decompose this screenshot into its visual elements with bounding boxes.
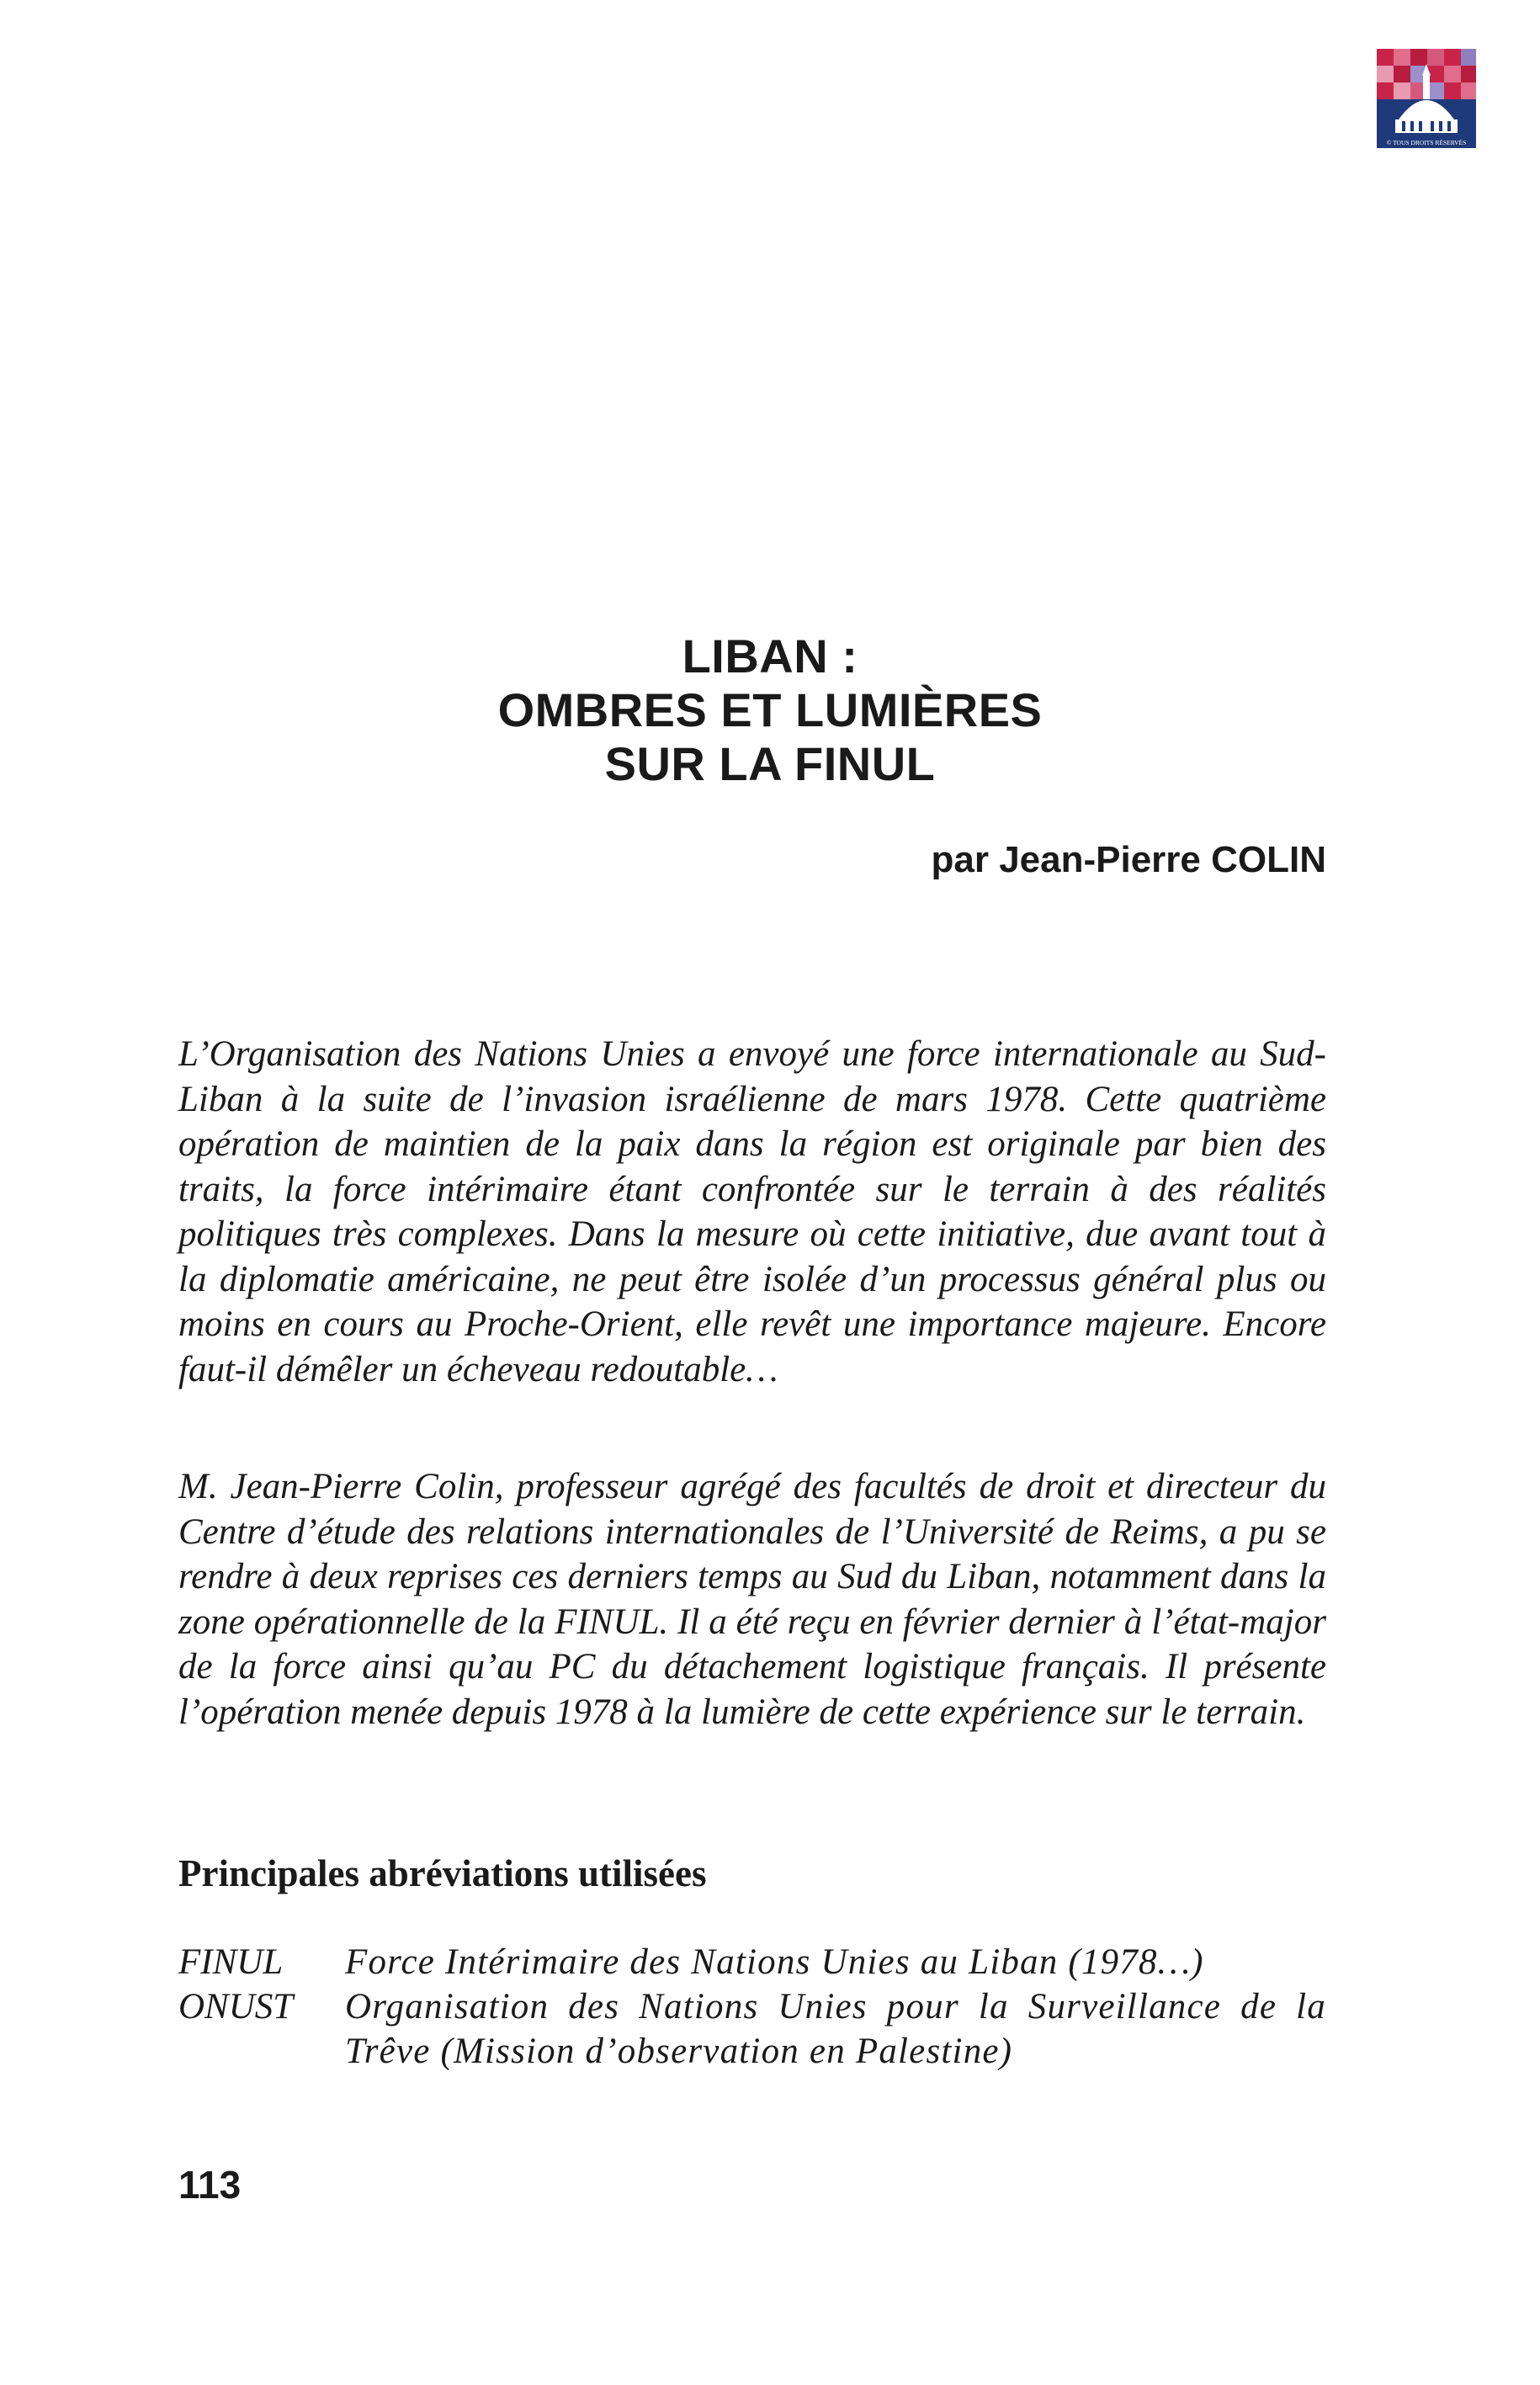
publisher-building-logo-icon	[1377, 49, 1476, 148]
abstract-paragraph-2: M. Jean-Pierre Colin, professeur agrégé des facultés de droit et directeur du Centre d’étude des relations internationales de l’Université de Reims, a pu se rendre à deux reprises ces derniers temps au Sud du Liban, notamment dans la zone opérationnelle de la FINUL. Il a été reçu en février dernier à l’état-major de la force ainsi qu’au PC du détachement logistique français. Il présente l’opération menée depuis 1978 à la lumière de cette expérience sur le terrain.	[178, 1467, 1326, 1732]
abbreviation-row	[178, 1984, 1326, 2074]
abbreviation-definition: Force Intérimaire des Nations Unies au Liban (1978…)	[345, 1942, 1204, 1982]
title-line-3: SUR LA FINUL	[604, 737, 936, 790]
abbreviations-heading: Principales abréviations utilisées	[178, 1852, 707, 1894]
abbreviation-term: ONUST	[178, 1987, 294, 2026]
title-line-1: LIBAN :	[682, 629, 858, 683]
abbreviation-row	[178, 1940, 1326, 1984]
article-title	[0, 629, 1540, 791]
logo-caption: © TOUS DROITS RÉSERVÉS	[1386, 139, 1467, 146]
abbreviation-term: FINUL	[178, 1942, 284, 1982]
abbreviations-list	[178, 1940, 1326, 2074]
title-line-2: OMBRES ET LUMIÈRES	[497, 683, 1043, 736]
abbreviation-definition: Organisation des Nations Unies pour la Surveillance de la Trêve (Mission d’observation en Palestine)	[345, 1987, 1326, 2071]
article-author: par Jean-Pierre COLIN	[931, 839, 1326, 880]
page-number: 113	[178, 2163, 242, 2207]
abstract-paragraph-1: L’Organisation des Nations Unies a envoyé une force internationale au Sud-Liban à la suite de l’invasion israélienne de mars 1978. Cette quatrième opération de maintien de la paix dans la région est originale par bien des traits, la force intérimaire étant confrontée sur le terrain à des réalités politiques très complexes. Dans la mesure où cette initiative, due avant tout à la diplomatie américaine, ne peut être isolée d’un processus général plus ou moins en cours au Proche-Orient, elle revêt une importance majeure. Encore faut-il démêler un écheveau redoutable…	[178, 1034, 1326, 1389]
publisher-logo	[1377, 49, 1476, 148]
